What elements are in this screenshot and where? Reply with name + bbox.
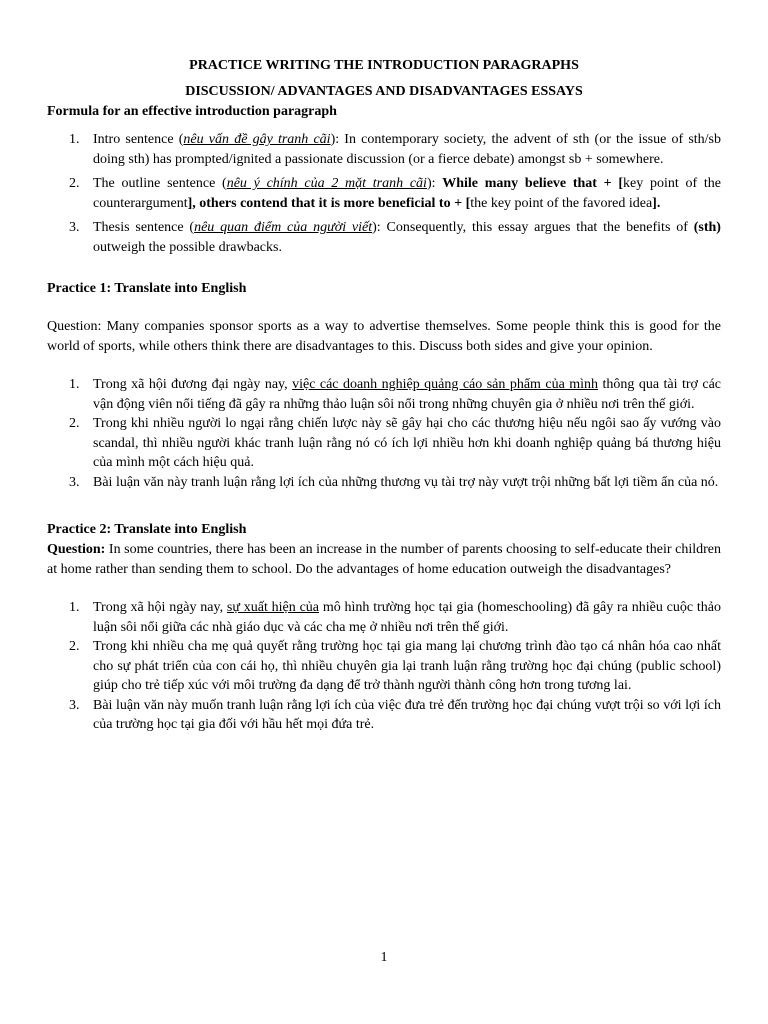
list-number: 1. bbox=[69, 132, 80, 147]
list-item-text: mô hình trường học tại gia (homeschooling) đã gây ra nhiều cuộc thảo luận sôi nổi giữa các nhà giáo dục và các cha mẹ ở nhiều nơi trên thế giới. bbox=[93, 600, 721, 635]
formula-item-hint: nêu ý chính của 2 mặt tranh cãi bbox=[226, 176, 427, 191]
list-number: 1. bbox=[69, 377, 80, 392]
formula-heading: Formula for an effective introduction paragraph bbox=[47, 104, 337, 119]
list-item-underlined: sự xuất hiện của bbox=[226, 600, 320, 615]
formula-item-lead: Thesis sentence ( bbox=[93, 220, 195, 235]
list-item-text: Trong xã hội ngày nay, bbox=[93, 600, 227, 615]
list-item-text: thông qua tài trợ các vận động viên nổi tiếng đã gây ra những thảo luận sôi nổi trong những chuyên gia ở nhiều nơi trên thế giới. bbox=[93, 377, 721, 412]
page-number: 1 bbox=[380, 950, 388, 965]
list-item-text: Trong khi nhiều cha mẹ quả quyết rằng trường học tại gia mang lại chương trình đào tạo cá nhân hóa cao nhất cho sự phát triển của con cái họ, thì nhiều chuyên gia lại tranh luận rằng trường học đại chúng (public school) giúp cho trẻ tiếp xúc với môi trường đa dạng để trở thành người thành công hơn trong tương lai. bbox=[93, 639, 721, 693]
list-item-text: Bài luận văn này tranh luận rằng lợi ích của những thương vụ tài trợ này vượt trội những bất lợi tiềm ẩn của nó. bbox=[93, 474, 719, 490]
practice-1-heading: Practice 1: Translate into English bbox=[47, 281, 247, 296]
list-item bbox=[47, 598, 721, 637]
document-title-line-2: DISCUSSION/ ADVANTAGES AND DISADVANTAGES ESSAYS bbox=[185, 84, 583, 99]
list-item-text: Trong khi nhiều người lo ngại rằng chiến lược này sẽ gây hại cho các thương hiệu nếu ngôi sao ấy vướng vào scandal, thì nhiều người khác tranh luận rằng nó có ích lợi nhiều hơn khi doanh nghiệp quảng bá thương hiệu của mình một cách hiệu quả. bbox=[93, 416, 721, 470]
formula-item-bold: ]. bbox=[652, 195, 661, 211]
formula-section bbox=[47, 102, 721, 257]
list-item bbox=[47, 473, 721, 493]
formula-item-bold: While many believe that + [ bbox=[442, 176, 624, 191]
practice-1-question: Question: Many companies sponsor sports as a way to advertise themselves. Some people think this is good for the world of sports, while others think there are disadvantages to this. Discuss both sides and give your opinion. bbox=[47, 319, 721, 354]
formula-item-text: outweigh the possible drawbacks. bbox=[93, 239, 282, 255]
practice-2-section bbox=[47, 520, 721, 735]
formula-list bbox=[47, 130, 721, 257]
list-number: 3. bbox=[69, 697, 80, 713]
list-item bbox=[47, 414, 721, 473]
formula-item-intro bbox=[47, 130, 721, 169]
practice-2-list bbox=[47, 598, 721, 735]
list-item bbox=[47, 375, 721, 414]
practice-2-heading: Practice 2: Translate into English bbox=[47, 522, 247, 537]
formula-item-text: ): bbox=[426, 176, 443, 191]
practice-2-question bbox=[47, 540, 721, 579]
formula-item-text: ): In contemporary society, the advent of sth (or the issue of sth/sb doing sth) has prompted/ignited a passionate discussion (or a fierce debate) amongst sb + somewhere. bbox=[93, 132, 722, 167]
formula-item-hint: nêu vấn đề gây tranh cãi bbox=[183, 132, 331, 147]
formula-item-lead: The outline sentence ( bbox=[93, 176, 227, 191]
formula-item-text: ): Consequently, this essay argues that the benefits of bbox=[372, 220, 694, 235]
formula-item-bold: (sth) bbox=[693, 220, 721, 235]
formula-item-bold: ], others contend that it is more beneficial to + [ bbox=[187, 195, 471, 211]
list-item bbox=[47, 637, 721, 696]
formula-item-lead: Intro sentence ( bbox=[93, 132, 184, 147]
list-item-text: Bài luận văn này muốn tranh luận rằng lợi ích của việc đưa trẻ đến trường học đại chúng vượt trội so với lợi ích của trường học tại gia đối với hầu hết mọi đứa trẻ. bbox=[93, 697, 721, 732]
list-item-underlined: việc các doanh nghiệp quảng cáo sản phẩm của mình bbox=[292, 377, 599, 392]
formula-item-outline bbox=[47, 174, 721, 213]
practice-1-section bbox=[47, 279, 721, 492]
list-number: 2. bbox=[69, 176, 80, 191]
question-text: In some countries, there has been an increase in the number of parents choosing to self-educate their children at home rather than sending them to school. Do the advantages of home education outweigh the disadvantages? bbox=[47, 542, 721, 577]
formula-item-thesis bbox=[47, 218, 721, 257]
question-label: Question: bbox=[47, 542, 106, 557]
document-title-line-1: PRACTICE WRITING THE INTRODUCTION PARAGRAPHS bbox=[189, 58, 579, 73]
practice-1-list bbox=[47, 375, 721, 492]
list-number: 3. bbox=[69, 220, 80, 235]
list-number: 3. bbox=[69, 474, 80, 490]
formula-item-text: key point of the counterargument bbox=[93, 176, 721, 211]
list-number: 2. bbox=[69, 416, 80, 431]
list-number: 1. bbox=[69, 600, 80, 615]
formula-item-text: the key point of the favored idea bbox=[470, 195, 653, 211]
list-number: 2. bbox=[69, 639, 80, 654]
list-item-text: Trong xã hội đương đại ngày nay, bbox=[93, 377, 293, 392]
formula-item-hint: nêu quan điểm của người viết bbox=[194, 220, 373, 235]
list-item bbox=[47, 696, 721, 735]
